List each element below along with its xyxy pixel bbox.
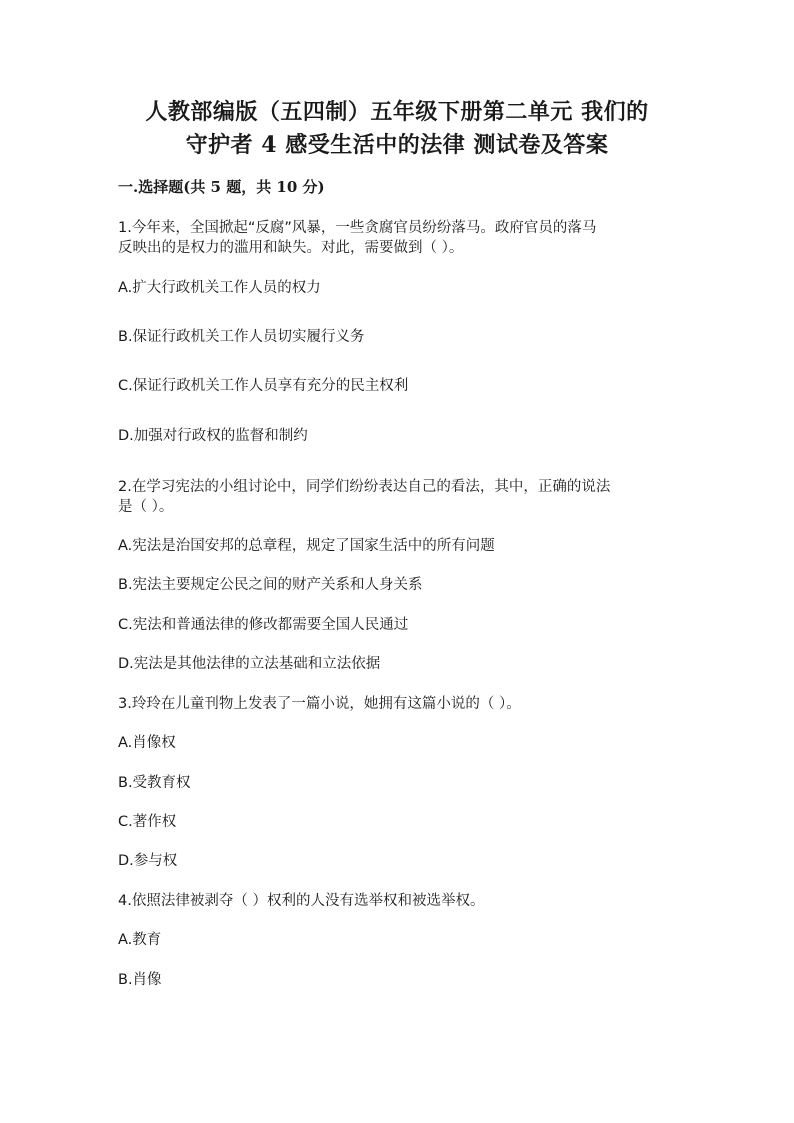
question-1-option-a: A.扩大行政机关工作人员的权力: [118, 280, 321, 296]
question-2-stem-line-2: 是（ ）。: [118, 499, 174, 515]
question-4-option-b: B.肖像: [118, 972, 162, 988]
question-1-option-d: D.加强对行政权的监督和制约: [118, 428, 308, 444]
question-2-option-a: A.宪法是治国安邦的总章程，规定了国家生活中的所有问题: [118, 538, 495, 554]
question-3-option-a: A.肖像权: [118, 735, 176, 751]
document-title-line-1: 人教部编版（五四制）五年级下册第二单元 我们的: [145, 99, 649, 125]
question-2-option-b: B.宪法主要规定公民之间的财产关系和人身关系: [118, 577, 423, 593]
question-3-option-d: D.参与权: [118, 853, 178, 869]
question-3-option-b: B.受教育权: [118, 775, 191, 791]
question-1-stem-line-1: 1.今年来，全国掀起“反腐”风暴，一些贪腐官员纷纷落马。政府官员的落马: [118, 220, 597, 236]
question-2-stem-line-1: 2.在学习宪法的小组讨论中，同学们纷纷表达自己的看法，其中，正确的说法: [118, 479, 611, 495]
question-2-option-c: C.宪法和普通法律的修改都需要全国人民通过: [118, 617, 409, 633]
question-1-option-c: C.保证行政机关工作人员享有充分的民主权利: [118, 378, 409, 394]
section-heading: 一.选择题(共 5 题，共 10 分): [118, 178, 325, 196]
question-4-stem-line-1: 4.依照法律被剥夺（ ）权利的人没有选举权和被选举权。: [118, 893, 485, 909]
question-3-stem-line-1: 3.玲玲在儿童刊物上发表了一篇小说，她拥有这篇小说的（ ）。: [118, 696, 521, 712]
question-1-option-b: B.保证行政机关工作人员切实履行义务: [118, 329, 365, 345]
document-title-line-2: 守护者 4 感受生活中的法律 测试卷及答案: [185, 132, 609, 158]
question-4-option-a: A.教育: [118, 932, 162, 948]
question-1-stem-line-2: 反映出的是权力的滥用和缺失。对此，需要做到（ ）。: [118, 240, 464, 256]
question-3-option-c: C.著作权: [118, 814, 177, 830]
question-2-option-d: D.宪法是其他法律的立法基础和立法依据: [118, 656, 381, 672]
